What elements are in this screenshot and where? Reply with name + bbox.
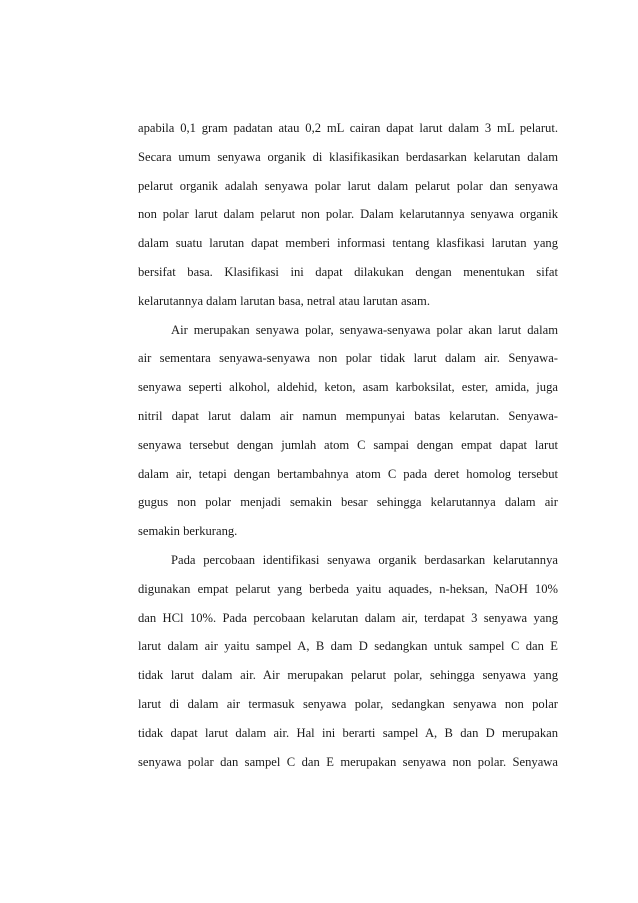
paragraph-first-line: Pada percobaan identifikasi senyawa organik berdasarkan kelarutannya bbox=[171, 552, 558, 567]
text-line: non polar larut dalam pelarut non polar. Dalam kelarutannya senyawa organik bbox=[138, 207, 558, 222]
text-line: gugus non polar menjadi semakin besar sehingga kelarutannya dalam air bbox=[138, 495, 558, 510]
text-line: air sementara senyawa-senyawa non polar tidak larut dalam air. Senyawa- bbox=[138, 351, 558, 366]
text-line: senyawa tersebut dengan jumlah atom C sampai dengan empat dapat larut bbox=[138, 437, 558, 452]
text-line: senyawa polar dan sampel C dan E merupakan senyawa non polar. Senyawa bbox=[138, 754, 558, 769]
paragraph-end-line: semakin berkurang. bbox=[138, 524, 238, 539]
text-line: Secara umum senyawa organik di klasifikasikan berdasarkan kelarutan dalam bbox=[138, 149, 558, 164]
text-line: bersifat basa. Klasifikasi ini dapat dilakukan dengan menentukan sifat bbox=[138, 264, 558, 279]
body-text bbox=[138, 120, 558, 782]
text-line: tidak larut dalam air. Air merupakan pelarut polar, sehingga senyawa yang bbox=[138, 668, 558, 683]
text-line: digunakan empat pelarut yang berbeda yaitu aquades, n-heksan, NaOH 10% bbox=[138, 581, 558, 596]
text-line: pelarut organik adalah senyawa polar larut dalam pelarut polar dan senyawa bbox=[138, 178, 558, 193]
text-line: senyawa seperti alkohol, aldehid, keton, asam karboksilat, ester, amida, juga bbox=[138, 380, 558, 395]
text-line: dan HCl 10%. Pada percobaan kelarutan dalam air, terdapat 3 senyawa yang bbox=[138, 610, 558, 625]
paragraph-first-line: Air merupakan senyawa polar, senyawa-senyawa polar akan larut dalam bbox=[171, 322, 558, 337]
text-line: larut dalam air yaitu sampel A, B dam D sedangkan untuk sampel C dan E bbox=[138, 639, 558, 654]
text-line: apabila 0,1 gram padatan atau 0,2 mL cairan dapat larut dalam 3 mL pelarut. bbox=[138, 121, 558, 135]
text-line: dalam suatu larutan dapat memberi informasi tentang klasfikasi larutan yang bbox=[138, 236, 558, 251]
text-line: nitril dapat larut dalam air namun mempunyai batas kelarutan. Senyawa- bbox=[138, 408, 558, 423]
text-line: tidak dapat larut dalam air. Hal ini berarti sampel A, B dan D merupakan bbox=[138, 725, 558, 740]
paragraph-end-line: kelarutannya dalam larutan basa, netral atau larutan asam. bbox=[138, 293, 430, 308]
text-line: larut di dalam air termasuk senyawa polar, sedangkan senyawa non polar bbox=[138, 696, 558, 711]
text-line: dalam air, tetapi dengan bertambahnya atom C pada deret homolog tersebut bbox=[138, 466, 558, 481]
